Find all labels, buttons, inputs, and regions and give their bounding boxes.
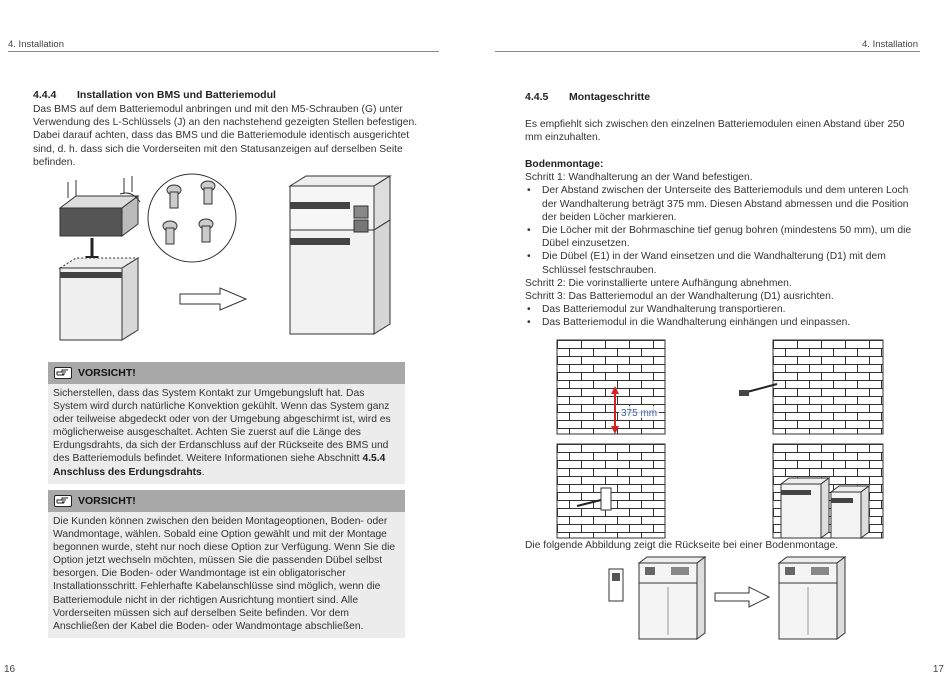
section-heading-4-4-4: [33, 89, 276, 101]
pointing-hand-icon: [54, 495, 72, 507]
step-1: Schritt 1: Wandhalterung an der Wand befestigen.: [525, 172, 753, 184]
bms-installation-illustration: [52, 172, 412, 342]
list-item: • Die Löcher mit der Bohrmaschine tief genug bohren (mindestens 50 mm), um die Dübel einzusetzen.: [525, 224, 925, 250]
step-3: Schritt 3: Das Batteriemodul an der Wandhalterung (D1) ausrichten.: [525, 291, 834, 303]
section-body: Das BMS auf dem Batteriemodul anbringen und mit den M5-Schrauben (G) unter Verwendung des L-Schlüssels (J) an den nachstehend gezeigten Stellen befestigen. Dabei darauf achten, dass das BMS und die Batteriemodule identisch ausgerichtet sind, d. h. dass sich die Vorderseiten mit den Statusanzeigen auf derselben Seite befinden.: [33, 104, 418, 168]
running-head-right: 4. Installation: [862, 39, 918, 50]
caution-label: VORSICHT!: [78, 367, 136, 379]
step-3-bullets: [525, 303, 925, 329]
figure-caption: Die folgende Abbildung zeigt die Rückseite bei einer Bodenmontage.: [525, 540, 839, 551]
caution-text-2: Die Kunden können zwischen den beiden Montageoptionen, Boden- oder Wandmontage, wählen. Sobald eine Option gewählt und mit der Montage begonnen wurde, steht nur noch diese Option zur Verfügung. Wenn Sie die Option jetzt wechseln möchten, müssen Sie die passenden Dübel selbst besorgen. Die Boden- oder Wandmontage ist ein obligatorischer Installationsschritt. Fehlerhafte Kabelanschlüsse sind möglich, wenn die Batteriemodule nicht in der richtigen Ausrichtung montiert sind. Alle Vorderseiten müssen sich auf derselben Seite befinden. Vor dem Anschließen der Kabel die Boden- oder Wandmontage abschließen.: [53, 516, 396, 632]
section-number: 4.4.4: [33, 89, 57, 101]
measure-label: 375 mm: [621, 408, 658, 419]
section-title: Montageschritte: [569, 91, 651, 103]
caution-header-1: [48, 362, 405, 384]
section-reference: 4.5.4 Anschluss des Erdungsdrahts: [53, 453, 386, 478]
caution-label: VORSICHT!: [78, 495, 136, 507]
list-item: • Die Dübel (E1) in der Wand einsetzen und die Wandhalterung (D1) mit dem Schlüssel festschrauben.: [525, 250, 925, 276]
caution-box-2: [48, 490, 405, 638]
section-title: Installation von BMS und Batteriemodul: [77, 89, 276, 101]
caution-header-2: [48, 490, 405, 512]
right-page: [475, 0, 950, 689]
step-1-bullets: [525, 184, 925, 276]
page-number-right: 17: [932, 664, 944, 675]
wall-battery-illustration: [773, 444, 888, 540]
running-head-left: 4. Installation: [8, 39, 64, 50]
section-number: 4.4.5: [525, 91, 549, 103]
header-rule-left: [8, 51, 439, 52]
list-item: • Der Abstand zwischen der Unterseite des Batteriemoduls und dem unteren Loch der Wandhalterung beträgt 375 mm. Diesen Abstand abmessen und die Position der beiden Löcher markieren.: [525, 184, 925, 224]
section-intro: Es empfiehlt sich zwischen den einzelnen Batteriemodulen einen Abstand über 250 mm einzuhalten.: [525, 119, 905, 144]
caution-box-1: [48, 362, 405, 484]
wall-measure-illustration: [557, 340, 669, 436]
step-2: Schritt 2: Die vorinstallierte untere Aufhängung abnehmen.: [525, 277, 792, 289]
caution-text-1: Sicherstellen, dass das System Kontakt zur Umgebungsluft hat. Das System wird durch natürliche Konvektion gekühlt. Wenn das System ganz oder teilweise abgedeckt oder von der Umgebung abgeschirmt ist, wird es möglicherweise ausgeschaltet. Achten Sie zuerst auf die Länge des Erdungsdrahts, da sich der Erdanschluss auf der Rückseite des BMS und des Batteriemoduls befindet. Weitere Informationen siehe Abschnitt 4.5.4 Anschluss des Erdungsdrahts.: [53, 388, 391, 478]
header-rule-right: [495, 51, 920, 52]
floor-mount-heading: Bodenmontage:: [525, 159, 604, 170]
pointing-hand-icon: [54, 367, 72, 379]
arrow-right-icon: [715, 587, 769, 607]
wall-drill-illustration: [773, 340, 888, 436]
list-item: • Das Batteriemodul zur Wandhalterung transportieren.: [525, 303, 925, 316]
list-item: • Das Batteriemodul in die Wandhalterung einhängen und einpassen.: [525, 316, 925, 329]
rear-view-illustration: [609, 555, 899, 643]
section-heading-4-4-5: [525, 91, 650, 103]
wall-bracket-illustration: [557, 444, 669, 540]
page-number-left: 16: [4, 664, 16, 675]
floor-mount-instructions: [525, 158, 925, 330]
